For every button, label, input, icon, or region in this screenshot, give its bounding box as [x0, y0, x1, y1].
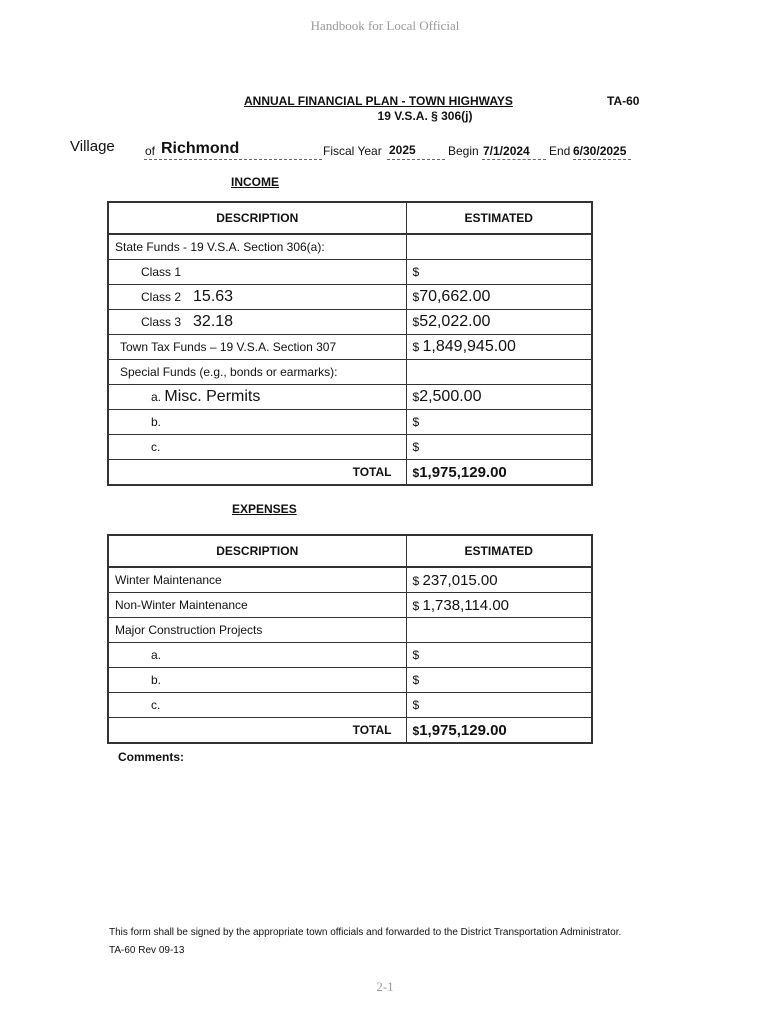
class3-estimated-cell[interactable]	[406, 310, 592, 335]
town-tax-estimated-cell[interactable]	[406, 335, 592, 360]
special-c-estimated-cell[interactable]	[406, 435, 592, 460]
major-label: Major Construction Projects	[108, 618, 406, 643]
special-b-estimated-cell[interactable]	[406, 410, 592, 435]
expenses-table	[107, 534, 593, 744]
special-a-row-description	[108, 385, 406, 410]
income-total-row	[108, 460, 592, 486]
table-row	[108, 335, 592, 360]
major-a-value: $	[412, 648, 420, 662]
state-funds-label: State Funds - 19 V.S.A. Section 306(a):	[108, 234, 406, 260]
class3-row-description	[108, 310, 406, 335]
nonwinter-value: 1,738,114.00	[422, 596, 510, 614]
income-total-label: TOTAL	[108, 460, 406, 486]
form-code: TA-60	[607, 94, 640, 108]
special-a-estimated-cell[interactable]	[406, 385, 592, 410]
nonwinter-estimated-cell[interactable]	[406, 593, 592, 618]
town-tax-dollar: $	[412, 340, 420, 354]
class3-label: Class 3	[141, 315, 182, 329]
special-funds-estimated-cell[interactable]	[406, 360, 592, 385]
expenses-col-estimated: ESTIMATED	[406, 535, 592, 567]
form-revision: TA-60 Rev 09-13	[109, 945, 185, 956]
special-c-value: $	[412, 440, 420, 454]
class2-value: 70,662.00	[419, 288, 491, 305]
class2-miles[interactable]: 15.63	[193, 288, 234, 305]
major-c-label: c.	[108, 693, 406, 718]
town-tax-label: Town Tax Funds – 19 V.S.A. Section 307	[108, 335, 406, 360]
table-row	[108, 618, 592, 643]
nonwinter-dollar: $	[412, 598, 420, 613]
winter-estimated-cell[interactable]	[406, 567, 592, 593]
special-a-label: a.	[151, 390, 162, 404]
table-row	[108, 567, 592, 593]
class2-row-description	[108, 285, 406, 310]
class1-value: $	[412, 265, 420, 279]
table-row	[108, 593, 592, 618]
winter-dollar: $	[412, 573, 420, 588]
class3-miles[interactable]: 32.18	[193, 313, 234, 330]
table-row	[108, 360, 592, 385]
expenses-total-dollar: $	[412, 723, 420, 738]
major-a-label: a.	[108, 643, 406, 668]
class1-label: Class 1	[108, 260, 406, 285]
major-b-label: b.	[108, 668, 406, 693]
end-date-value: 6/30/2025	[573, 144, 627, 158]
class2-label: Class 2	[141, 290, 182, 304]
class3-dollar: $	[412, 315, 420, 329]
major-b-estimated-cell[interactable]	[406, 668, 592, 693]
major-b-value: $	[412, 673, 420, 687]
expenses-header-row	[108, 535, 592, 567]
class1-estimated-cell[interactable]	[406, 260, 592, 285]
begin-label: Begin	[448, 144, 479, 158]
expenses-total-row	[108, 718, 592, 744]
municipality-type: Village	[70, 138, 115, 155]
begin-date-value: 7/1/2024	[483, 144, 530, 158]
table-row	[108, 410, 592, 435]
winter-label: Winter Maintenance	[108, 567, 406, 593]
special-b-value: $	[412, 415, 420, 429]
income-col-description: DESCRIPTION	[108, 202, 406, 234]
special-c-label: c.	[108, 435, 406, 460]
expenses-total-label: TOTAL	[108, 718, 406, 744]
class3-value: 52,022.00	[419, 313, 491, 330]
fiscal-year-value: 2025	[389, 143, 416, 157]
major-c-estimated-cell[interactable]	[406, 693, 592, 718]
table-row	[108, 310, 592, 335]
page-number: 2-1	[376, 979, 394, 994]
state-funds-estimated-cell[interactable]	[406, 234, 592, 260]
special-funds-label: Special Funds (e.g., bonds or earmarks):	[108, 360, 406, 385]
table-row	[108, 643, 592, 668]
income-section-title: INCOME	[231, 175, 279, 189]
major-c-value: $	[412, 698, 420, 712]
expenses-total-value: 1,975,129.00	[419, 721, 507, 739]
footer-note: This form shall be signed by the appropriate town officials and forwarded to the District Transportation Administrator.	[109, 927, 622, 938]
running-header: Handbook for Local Official	[310, 18, 460, 33]
form-statute: 19 V.S.A. § 306(j)	[377, 109, 473, 123]
table-row	[108, 285, 592, 310]
table-row	[108, 260, 592, 285]
special-a-name[interactable]: Misc. Permits	[164, 388, 261, 405]
of-label: of	[145, 144, 156, 158]
comments-area[interactable]	[108, 768, 594, 908]
town-name-value: Richmond	[161, 140, 240, 157]
income-total-dollar: $	[412, 465, 420, 480]
class2-dollar: $	[412, 290, 420, 304]
table-row	[108, 668, 592, 693]
table-row	[108, 435, 592, 460]
table-row	[108, 693, 592, 718]
special-a-value: 2,500.00	[419, 388, 482, 405]
comments-label: Comments:	[118, 750, 185, 764]
fiscal-year-label: Fiscal Year	[323, 144, 382, 158]
class2-estimated-cell[interactable]	[406, 285, 592, 310]
major-estimated-cell[interactable]	[406, 618, 592, 643]
special-b-label: b.	[108, 410, 406, 435]
expenses-total-cell[interactable]	[406, 718, 592, 744]
form-title: ANNUAL FINANCIAL PLAN - TOWN HIGHWAYS	[244, 94, 513, 108]
expenses-col-description: DESCRIPTION	[108, 535, 406, 567]
table-row	[108, 234, 592, 260]
nonwinter-label: Non-Winter Maintenance	[108, 593, 406, 618]
town-tax-value: 1,849,945.00	[422, 338, 516, 355]
income-col-estimated: ESTIMATED	[406, 202, 592, 234]
income-total-value: 1,975,129.00	[419, 463, 507, 481]
special-a-dollar: $	[412, 390, 420, 404]
income-table	[107, 201, 593, 486]
end-label: End	[549, 144, 571, 158]
major-a-estimated-cell[interactable]	[406, 643, 592, 668]
income-header-row	[108, 202, 592, 234]
income-total-cell[interactable]	[406, 460, 592, 486]
table-row	[108, 385, 592, 410]
expenses-section-title: EXPENSES	[232, 502, 297, 516]
winter-value: 237,015.00	[422, 571, 498, 589]
